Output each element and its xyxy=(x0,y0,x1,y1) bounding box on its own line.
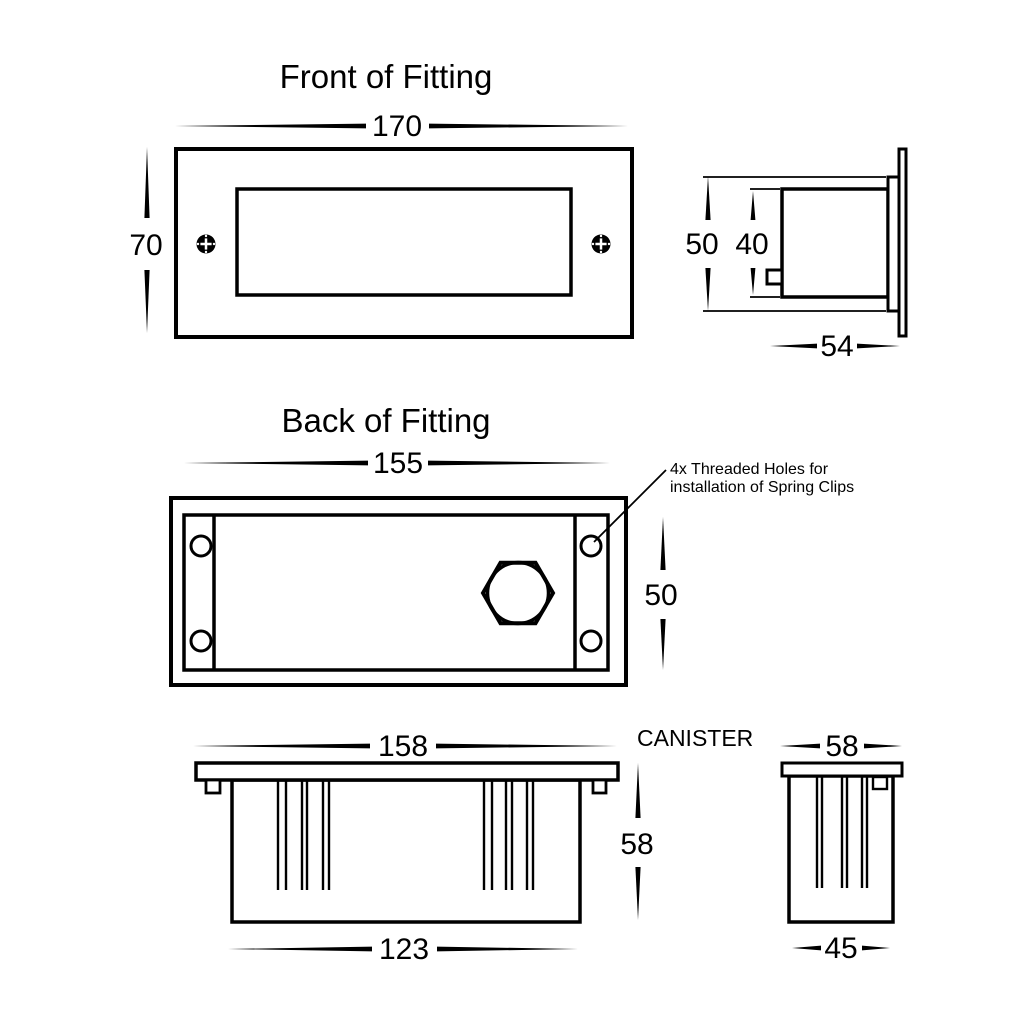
dim-line-segment xyxy=(144,270,149,333)
front-lens-window xyxy=(237,189,571,295)
side-faceplate xyxy=(899,149,906,336)
side-depth-dim: 54 xyxy=(820,330,854,363)
screw-notch xyxy=(213,243,215,245)
threaded-hole xyxy=(581,631,601,651)
side-body-height-dim: 40 xyxy=(735,228,769,261)
dim-line-segment xyxy=(864,744,902,749)
cable-gland-hex-nut xyxy=(483,563,553,624)
dim-line-segment xyxy=(862,946,890,951)
dim-line-segment xyxy=(660,619,665,670)
screw-notch xyxy=(592,243,594,245)
dim-line-segment xyxy=(857,344,900,349)
dim-line-segment xyxy=(705,176,710,220)
canister-flange-width-dim: 158 xyxy=(377,730,429,763)
dim-line-segment xyxy=(228,947,372,952)
front-view xyxy=(129,58,632,337)
screw-slot xyxy=(200,243,211,246)
canister-flange xyxy=(196,763,618,780)
canister-side-flange xyxy=(782,763,902,776)
dim-line-segment xyxy=(792,946,821,951)
dim-line-segment xyxy=(429,124,628,129)
canister-body-width-dim: 123 xyxy=(378,933,430,966)
dim-line-segment xyxy=(437,947,578,952)
canister-side-flange-width-dim: 58 xyxy=(825,730,859,763)
annotation-line-1: 4x Threaded Holes for xyxy=(670,461,829,478)
dim-line-segment xyxy=(175,124,366,129)
screw-icon xyxy=(592,235,611,254)
screw-notch xyxy=(608,243,610,245)
dim-line-segment xyxy=(436,744,617,749)
dim-line-segment xyxy=(428,461,610,466)
screw-icon xyxy=(197,235,216,254)
front-view-title: Front of Fitting xyxy=(279,58,493,95)
dim-line-segment xyxy=(705,268,710,311)
annotation-line-2: installation of Spring Clips xyxy=(670,479,855,496)
canister-side-view xyxy=(637,725,902,965)
back-view-title: Back of Fitting xyxy=(281,402,491,439)
canister-side-notch xyxy=(873,777,887,789)
back-width-dim: 155 xyxy=(372,447,424,480)
canister-tab xyxy=(593,780,606,793)
front-width-dim: 170 xyxy=(371,110,423,143)
dim-line-segment xyxy=(144,147,149,218)
screw-notch xyxy=(600,235,602,237)
screw-notch xyxy=(205,251,207,253)
canister-side-body-width-dim: 45 xyxy=(824,932,858,965)
dim-line-segment xyxy=(635,867,640,920)
dim-line-segment xyxy=(751,191,756,220)
side-overall-height-dim: 50 xyxy=(685,228,719,261)
screw-notch xyxy=(205,235,207,237)
threaded-hole xyxy=(191,536,211,556)
canister-label: CANISTER xyxy=(637,725,754,751)
canister-height-dim: 58 xyxy=(620,828,654,861)
screw-slot xyxy=(595,243,606,246)
dim-line-segment xyxy=(751,268,756,295)
screw-notch xyxy=(600,251,602,253)
dim-line-segment xyxy=(184,461,368,466)
threaded-hole xyxy=(191,631,211,651)
side-cable-tab xyxy=(767,270,782,284)
side-flange-block xyxy=(888,177,899,311)
dim-line-segment xyxy=(780,744,820,749)
canister-front-view xyxy=(193,730,654,966)
dim-line-segment xyxy=(635,763,640,818)
dim-line-segment xyxy=(193,744,370,749)
side-body xyxy=(782,189,888,297)
back-height-dim: 50 xyxy=(644,579,678,612)
dim-line-segment xyxy=(660,517,665,570)
screw-notch xyxy=(197,243,199,245)
canister-tab xyxy=(206,780,220,793)
back-view xyxy=(171,402,854,685)
side-view xyxy=(685,149,906,363)
front-height-dim: 70 xyxy=(129,229,163,262)
dim-line-segment xyxy=(770,344,817,349)
